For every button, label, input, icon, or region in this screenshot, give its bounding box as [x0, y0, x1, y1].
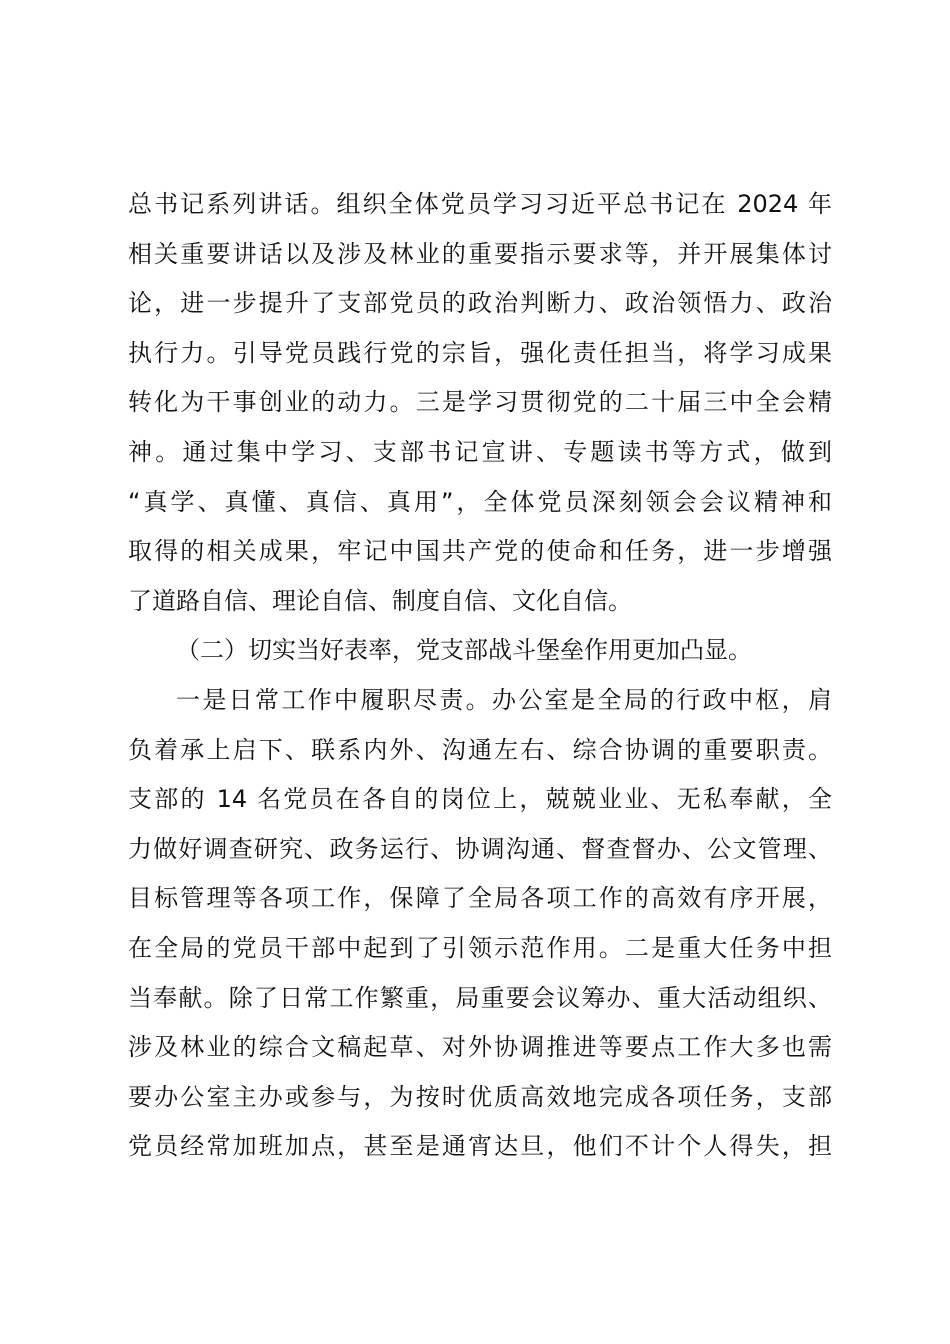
- paragraph-line: 执行力。引导党员践行党的宗旨，强化责任担当，将学习成果: [128, 338, 832, 367]
- paragraph-line: 相关重要讲话以及涉及林业的重要指示要求等，并开展集体讨: [128, 239, 832, 268]
- paragraph-line: 要办公室主办或参与，为按时优质高效地完成各项任务，支部: [128, 1082, 832, 1111]
- paragraph-line: 总书记系列讲话。组织全体党员学习习近平总书记在 2024 年: [128, 190, 832, 218]
- paragraph-line: 党员经常加班加点，甚至是通宵达旦，他们不计个人得失，担: [128, 1132, 832, 1161]
- paragraph-line: 当奉献。除了日常工作繁重，局重要会议筹办、重大活动组织、: [128, 983, 832, 1012]
- document-body: [128, 180, 832, 1172]
- paragraph-line: 取得的相关成果，牢记中国共产党的使命和任务，进一步增强: [128, 537, 832, 566]
- paragraph-line: 在全局的党员干部中起到了引领示范作用。二是重大任务中担: [128, 933, 832, 962]
- paragraph-first-line: （二）切实当好表率，党支部战斗堡垒作用更加凸显。: [176, 636, 752, 665]
- paragraph-line: 涉及林业的综合文稿起草、对外协调推进等要点工作大多也需: [128, 1033, 832, 1062]
- paragraph-line: 了道路自信、理论自信、制度自信、文化自信。: [128, 586, 632, 615]
- paragraph-line: 神。通过集中学习、支部书记宣讲、专题读书等方式，做到: [128, 437, 832, 466]
- paragraph-line: 支部的 14 名党员在各自的岗位上，兢兢业业、无私奉献，全: [128, 785, 832, 814]
- paragraph-line: 论，进一步提升了支部党员的政治判断力、政治领悟力、政治: [128, 289, 832, 318]
- paragraph-line: 转化为干事创业的动力。三是学习贯彻党的二十届三中全会精: [128, 388, 832, 417]
- paragraph-line: 负着承上启下、联系内外、沟通左右、综合协调的重要职责。: [128, 735, 832, 764]
- paragraph-line: 目标管理等各项工作，保障了全局各项工作的高效有序开展，: [128, 884, 832, 913]
- paragraph-line: “真学、真懂、真信、真用”，全体党员深刻领会会议精神和: [128, 487, 832, 516]
- paragraph-first-line: 一是日常工作中履职尽责。办公室是全局的行政中枢，肩: [176, 685, 832, 714]
- paragraph-line: 力做好调查研究、政务运行、协调沟通、督查督办、公文管理、: [128, 834, 832, 863]
